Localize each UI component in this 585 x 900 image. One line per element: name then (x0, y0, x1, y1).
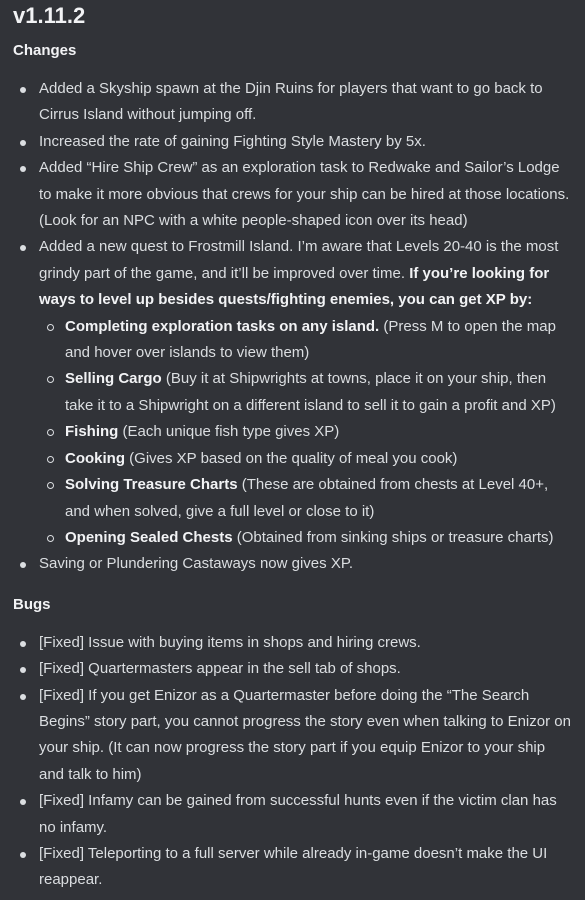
list-item (39, 841, 573, 894)
list-item (39, 656, 573, 682)
item-text: [Fixed] If you get Enizor as a Quartermaster before doing the “The Search Begins” story part, you cannot progress the story even when talking to Enizor on your ship. (It can now progress the story part if you equip Enizor to your ship and talk to him) (39, 686, 571, 783)
sub-item-bold: Solving Treasure Charts (65, 476, 238, 494)
bugs-heading: Bugs (13, 595, 51, 613)
sub-item-bold: Fishing (65, 423, 119, 441)
item-text: Added “Hire Ship Crew” as an exploration task to Redwake and Sailor’s Lodge to make it more obvious that crews for your ship can be hired at those locations. (Look for an NPC with a white people-shaped icon over its head) (39, 159, 570, 230)
sub-item-bold: Selling Cargo (65, 370, 162, 388)
sub-item-text: (Obtained from sinking ships or treasure charts) (232, 528, 554, 546)
sub-list-item (65, 446, 573, 472)
list-item (39, 155, 573, 234)
item-text: Increased the rate of gaining Fighting Style Mastery by 5x. (39, 132, 426, 150)
sub-item-text: (Each unique fish type gives XP) (118, 423, 340, 441)
sub-list-item (65, 366, 573, 419)
sub-item-bold: Cooking (65, 449, 125, 467)
item-text: Added a new quest to Frostmill Island. I’m aware that Levels 20-40 is the most grindy part of the game, and it’ll be improved over time. (39, 238, 559, 282)
bugs-list (13, 630, 573, 894)
sub-list-item (65, 314, 573, 367)
version-title: v1.11.2 (13, 3, 86, 28)
sub-item-text: (Press M to open the map and hover over islands to view them) (65, 317, 556, 362)
sub-item-text: (Gives XP based on the quality of meal you cook) (125, 449, 458, 467)
list-item (39, 76, 573, 129)
list-item (39, 788, 573, 841)
list-item (39, 630, 573, 656)
sub-list-item (65, 419, 573, 445)
item-bold-text: If you’re looking for ways to level up besides quests/fighting enemies, you can get XP by: (39, 264, 550, 309)
item-text: [Fixed] Infamy can be gained from successful hunts even if the victim clan has no infamy. (39, 792, 557, 836)
list-item (39, 234, 573, 551)
item-text: [Fixed] Quartermasters appear in the sell tab of shops. (39, 660, 401, 678)
sub-list-item (65, 525, 573, 551)
changes-heading: Changes (13, 42, 77, 59)
changes-list (13, 76, 573, 578)
item-text: Added a Skyship spawn at the Djin Ruins for players that want to go back to Cirrus Island without jumping off. (39, 80, 543, 124)
list-item (39, 551, 573, 577)
list-item (39, 129, 573, 155)
xp-sources-list (39, 314, 573, 552)
sub-item-text: (Buy it at Shipwrights at towns, place it on your ship, then take it to a Shipwright on a different island to sell it to gain a profit and XP) (65, 370, 556, 414)
item-text: Saving or Plundering Castaways now gives XP. (39, 555, 354, 573)
list-item (39, 683, 573, 789)
sub-item-bold: Opening Sealed Chests (65, 528, 233, 546)
sub-item-bold: Completing exploration tasks on any island. (65, 317, 380, 335)
sub-list-item (65, 472, 573, 525)
sub-item-text: (These are obtained from chests at Level 40+, and when solved, give a full level or close to it) (65, 476, 549, 520)
item-text: [Fixed] Issue with buying items in shops and hiring crews. (39, 633, 421, 651)
item-text: [Fixed] Teleporting to a full server while already in-game doesn’t make the UI reappear. (39, 844, 548, 889)
